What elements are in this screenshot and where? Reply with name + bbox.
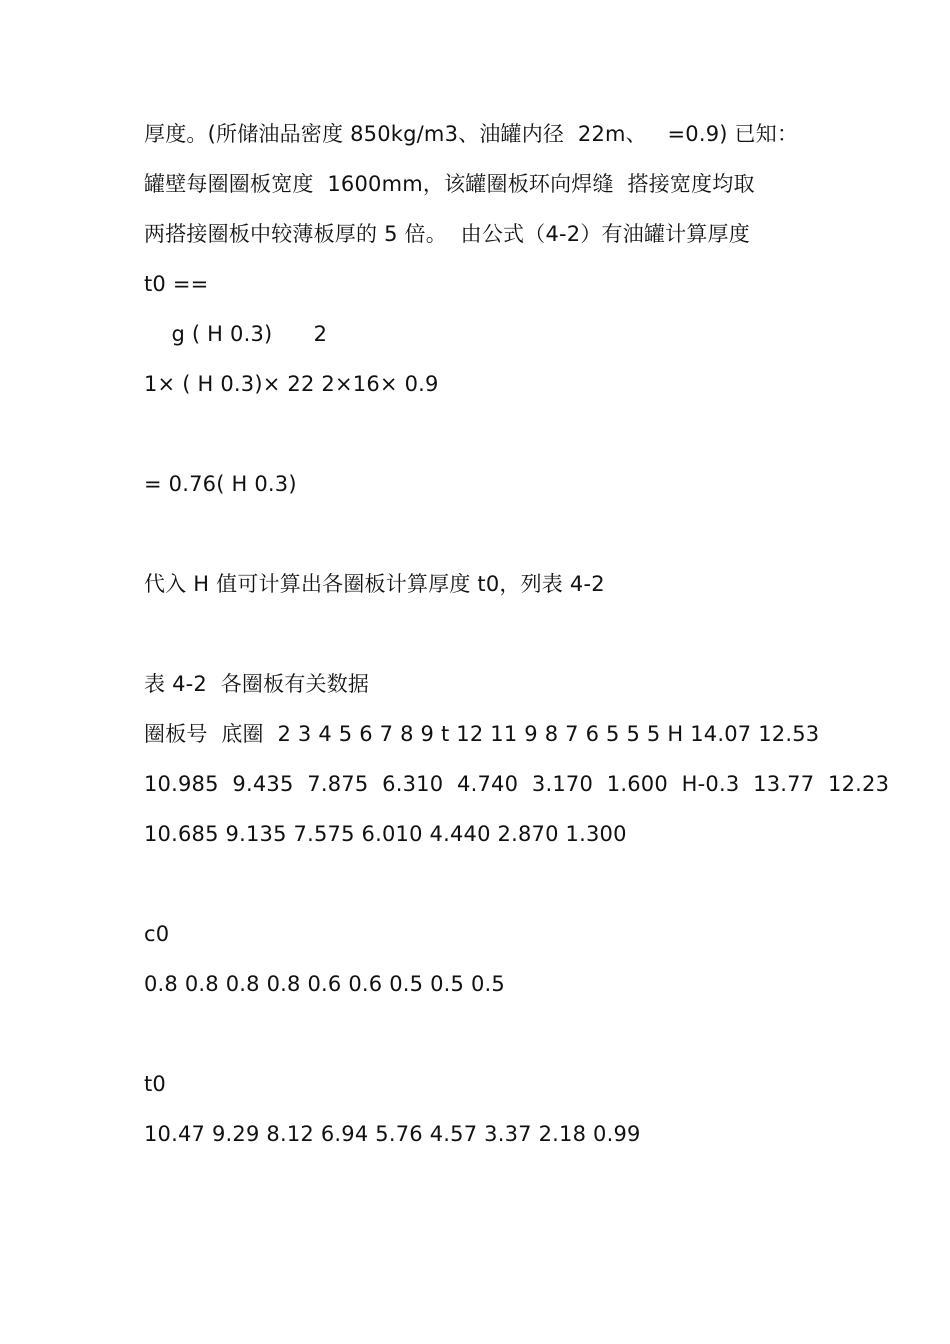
text-line-width: 罐壁每圈圈板宽度 1600mm，该罐圈板环向焊缝 搭接宽度均取 bbox=[144, 172, 755, 196]
text-line-intro: 厚度。(所储油品密度 850kg/m3、油罐内径 22m、 =0.9) 已知： bbox=[144, 122, 799, 146]
table-row-c0: 0.8 0.8 0.8 0.8 0.6 0.6 0.5 0.5 0.5 bbox=[144, 972, 505, 996]
table-row-t0: 10.47 9.29 8.12 6.94 5.76 4.57 3.37 2.18 0.99 bbox=[144, 1122, 641, 1146]
formula-denominator: 1× ( H 0.3)× 22 2×16× 0.9 bbox=[144, 372, 439, 396]
formula-result: = 0.76( H 0.3) bbox=[144, 472, 297, 496]
table-row-h-minus: 10.685 9.135 7.575 6.010 4.440 2.870 1.300 bbox=[144, 822, 627, 846]
table-label-c0: c0 bbox=[144, 922, 170, 946]
table-label-t0: t0 bbox=[144, 1072, 166, 1096]
table-row-header: 圈板号 底圈 2 3 4 5 6 7 8 9 t 12 11 9 8 7 6 5 5 5 H 14.07 12.53 bbox=[144, 722, 820, 746]
text-line-formula-ref: 两搭接圈板中较薄板厚的 5 倍。 由公式（4-2）有油罐计算厚度 bbox=[144, 222, 750, 246]
table-caption: 表 4-2 各圈板有关数据 bbox=[144, 672, 370, 696]
text-line-substitute: 代入 H 值可计算出各圈板计算厚度 t0，列表 4-2 bbox=[144, 572, 605, 596]
text-line-t0: t0 == bbox=[144, 272, 209, 296]
table-row-h: 10.985 9.435 7.875 6.310 4.740 3.170 1.600 H-0.3 13.77 12.23 bbox=[144, 772, 890, 796]
formula-numerator: g ( H 0.3) 2 bbox=[144, 322, 328, 346]
